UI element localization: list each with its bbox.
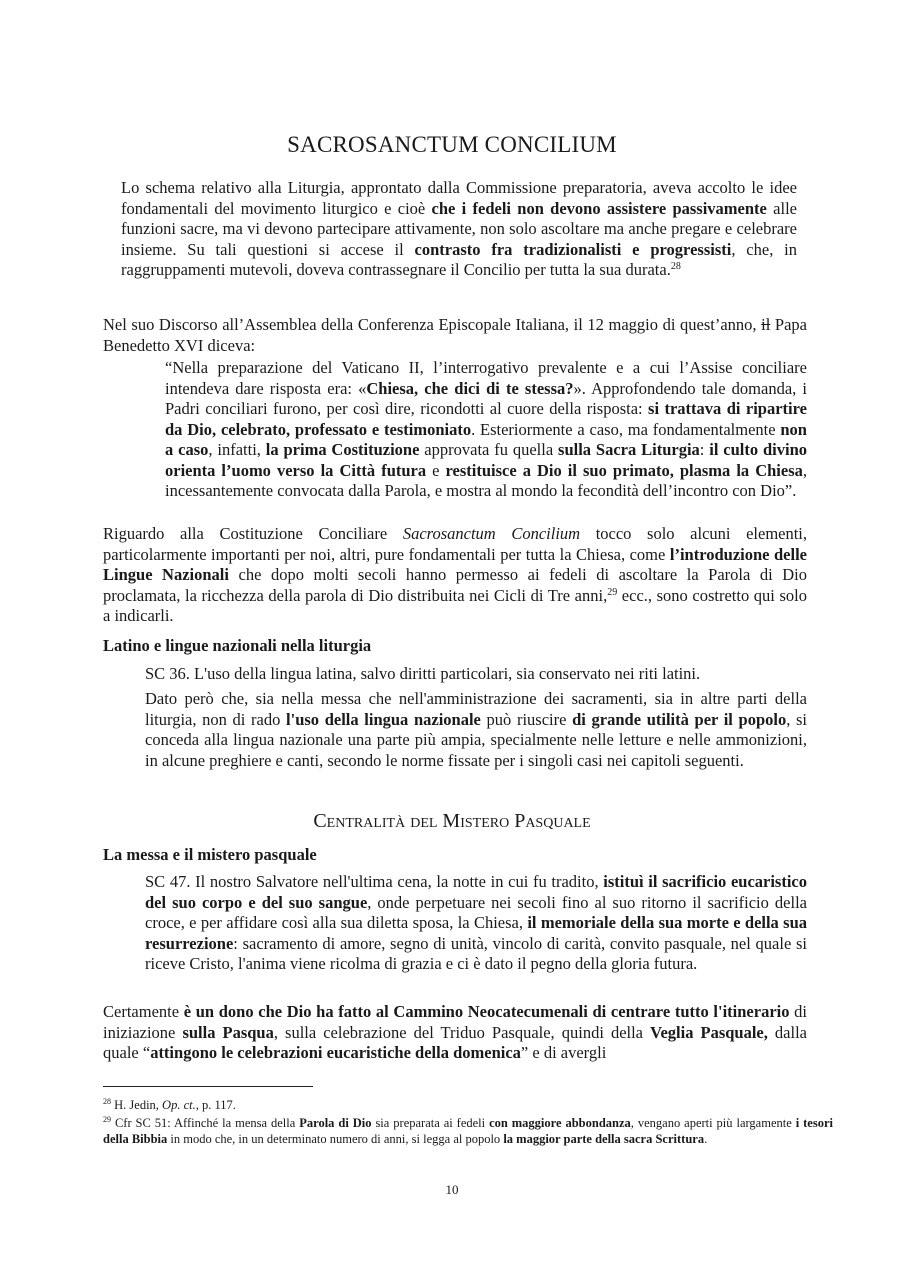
text: che dopo molti secoli hanno permesso ai fedeli di ascoltare la Parola di Dio proclamata, la ricchezza della parola di Dio distribuita nei Cicli di Tre anni, [103,565,808,605]
footnote-ref: 28 [670,261,681,272]
text: : [699,440,710,459]
bold-text: sulla Sacra Liturgia [558,440,700,459]
paragraph-discorso [103,315,807,356]
footnote-28 [103,1097,833,1113]
page-title: SACROSANCTUM CONCILIUM [287,132,617,157]
text: sia preparata ai fedeli [371,1116,490,1130]
text: Nel suo Discorso all’Assemblea della Conferenza Episcopale Italiana, il 12 maggio di quest’anno, [103,315,762,334]
paragraph-lingua [145,689,807,771]
bold-text: attingono le celebrazioni eucaristiche della domenica [150,1043,521,1062]
text: , p. 117. [195,1098,236,1112]
bold-text: l'uso della lingua nazionale [286,709,481,729]
italic-text: Sacrosanctum Concilium [402,524,581,543]
struck-text: il [761,315,771,334]
bold-text: di grande utilità per il popolo [572,709,787,729]
bold-text: Veglia Pasquale, [650,1022,768,1042]
bold-text: contrasto fra tradizionalisti e progressisti [414,239,732,259]
bold-text: il culto divino orienta l’uomo verso la Città futura [165,440,808,480]
text: tocco solo alcuni elementi, particolarmente importanti per noi, altri, pure fondamentali per tutta la Chiesa, come [103,524,808,564]
text: H. Jedin, [111,1098,163,1112]
block-quote [165,358,807,502]
bold-text: restituisce a Dio il suo primato, plasma la Chiesa [445,460,803,480]
paragraph-sc36 [145,664,807,685]
text: ” e di avergli [520,1043,607,1062]
text: Dato però che, sia nella messa che nell'amministrazione dei sacramenti, sia in altre parti della liturgia, non di rado [145,689,807,729]
text: SC 47. Il nostro Salvatore nell'ultima cena, la notte in cui fu tradito, [145,872,604,891]
text: può riuscire [480,709,573,729]
text: : sacramento di amore, segno di unità, vincolo di carità, convito pasquale, nel quale si riceve Cristo, l'anima viene ricolma di grazia e ci è dato il pegno della gloria futura. [145,933,807,973]
bold-text: con maggiore abbondanza [489,1116,631,1130]
text: . [704,1132,708,1146]
text: “Nella preparazione del Vaticano II, l’interrogativo prevalente e a cui l’Assise conciliare intendeva dare risposta era: « [165,358,807,398]
text: Papa Benedetto XVI diceva: [103,315,807,355]
text: , incessantemente convocata dalla Parola, e mostra al mondo la fecondità dell’incontro con Dio”. [165,460,807,500]
bold-text: Chiesa, che dici di te stessa? [366,378,574,398]
paragraph-sc47 [145,872,807,975]
bold-text: istituì il sacrificio eucaristico del suo corpo e del suo sangue [145,872,808,912]
footnote-29 [103,1115,833,1147]
footnote-divider [103,1086,313,1087]
footnote-ref: 29 [607,586,618,598]
text: approvata fu quella [419,440,559,459]
footnote-number: 29 [103,1115,111,1124]
bold-text: non a caso [165,419,807,459]
text: in modo che, in un determinato numero di anni, si legga al popolo [167,1132,504,1146]
bold-text: il memoriale della sua morte e della sua resurrezione [145,913,807,953]
text: Certamente [103,1002,184,1021]
bold-text: i tesori della Bibbia [103,1116,833,1146]
bold-text: che i fedeli non devono assistere passivamente [431,198,767,218]
text: , che, in raggruppamenti mutevoli, doveva contrassegnare il Concilio per tutta la sua durata. [121,239,797,279]
bold-text: Parola di Dio [299,1116,372,1130]
page-number: 10 [445,1182,459,1197]
italic-text: Op. ct. [162,1098,196,1112]
text: ». Approfondendo tale domanda, i Padri conciliari furono, per così dire, ricondotti al cuore della risposta: [165,378,807,418]
text: , si conceda alla lingua nazionale una parte più ampia, specialmente nelle letture e nelle ammonizioni, in alcune preghiere e canti, secondo le norme fissate per i singoli casi nei capitoli seguenti. [145,709,808,770]
section-title: Centralità del Mistero Pasquale [313,810,591,832]
paragraph-cammino [103,1002,807,1064]
text: Cfr SC 51: Affinché la mensa della [111,1116,300,1130]
text: , sulla celebrazione del Triduo Pasquale, quindi della [273,1022,651,1042]
paragraph-intro [121,178,797,281]
text: . Esteriormente a caso, ma fondamentalmente [471,419,781,439]
footnote-number: 28 [103,1097,111,1106]
bold-text: l’introduzione delle Lingue Nazionali [103,544,807,584]
text: , vengano aperti più largamente [630,1116,796,1130]
text: SC 36. L'uso della lingua latina, salvo diritti particolari, sia conservato nei riti latini. [145,664,701,683]
section-heading: La messa e il mistero pasquale [103,845,317,864]
text: Riguardo alla Costituzione Conciliare [103,524,403,543]
section-heading: Latino e lingue nazionali nella liturgia [103,636,372,655]
text: dalla quale “ [103,1022,808,1062]
text: , onde perpetuare nei secoli fino al suo ritorno il sacrificio della croce, e per affidare così alla sua diletta sposa, la Chiesa, [145,892,807,932]
paragraph-costituzione [103,524,807,627]
bold-text: la prima Costituzione [265,440,420,459]
text: Lo schema relativo alla Liturgia, approntato dalla Commissione preparatoria, aveva accolto le idee fondamentali del movimento liturgico e cioè [121,178,797,218]
text: ecc., sono costretto qui solo a indicarli. [103,585,807,625]
text: alle funzioni sacre, ma vi devono partecipare attivamente, non solo ascoltare ma anche pregare e celebrare insieme. Su tali questioni si accese il [121,198,797,259]
bold-text: la maggior parte della sacra Scrittura [503,1132,705,1146]
bold-text: è un dono che Dio ha fatto al Cammino Neocatecumenali di centrare tutto l'itinerario [183,1002,790,1021]
text: di iniziazione [103,1002,807,1042]
text: e [426,460,446,480]
bold-text: si trattava di ripartire da Dio, celebrato, professato e testimoniato [165,399,807,439]
bold-text: sulla Pasqua [182,1022,274,1042]
text: , infatti, [208,440,266,459]
